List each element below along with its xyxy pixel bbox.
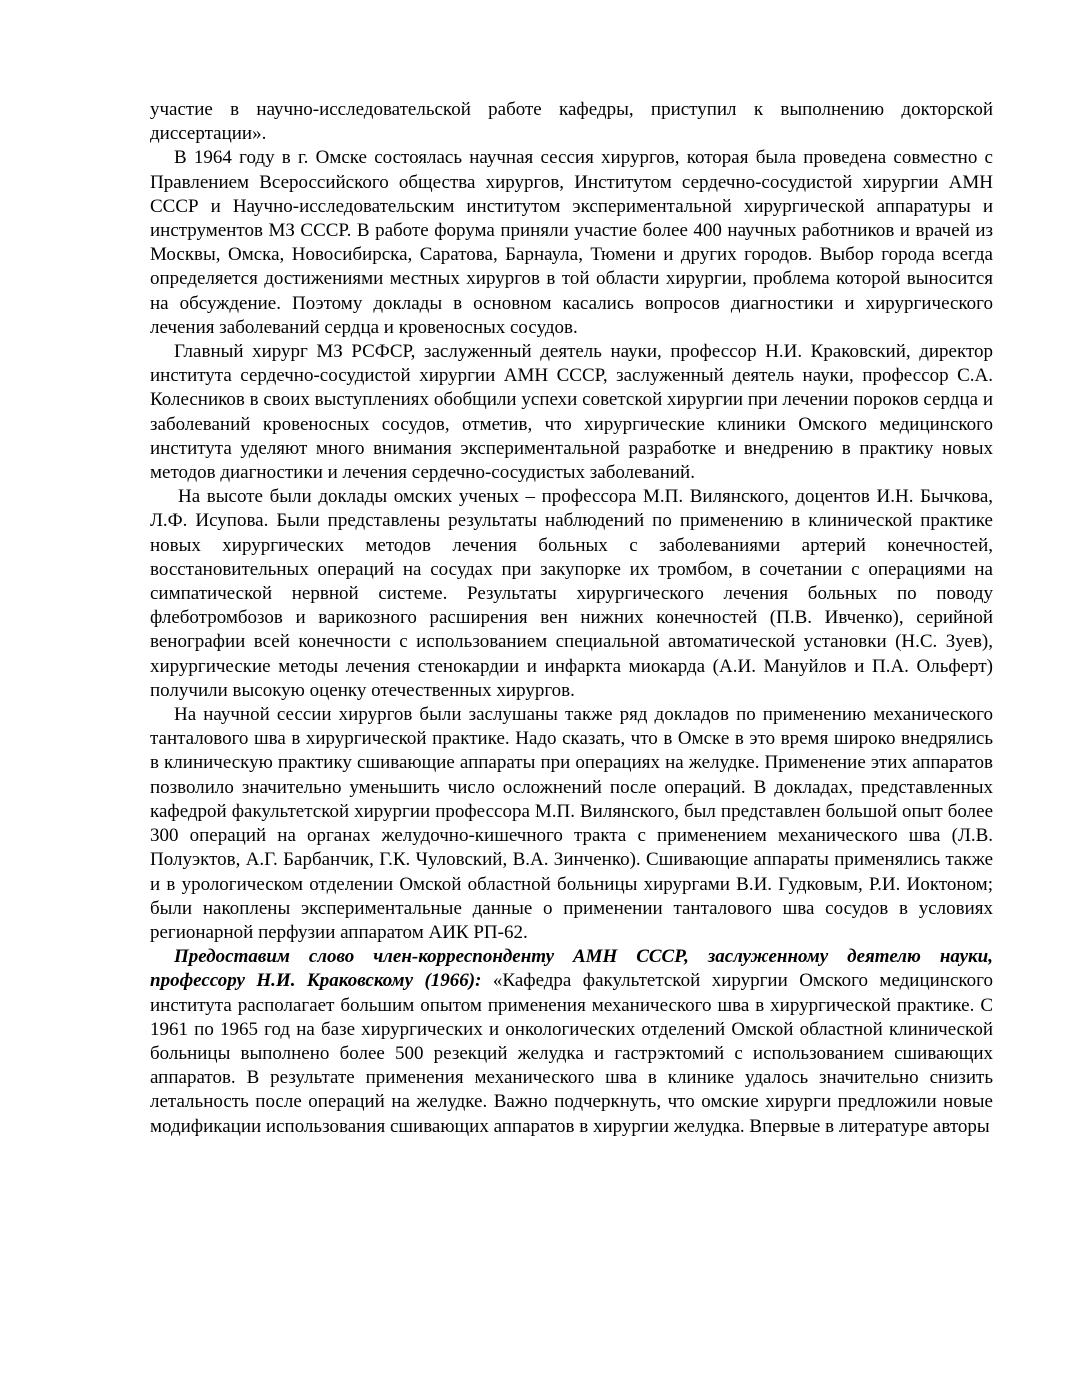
paragraph-chief-surgeon-speech: Главный хирург МЗ РСФСР, заслуженный деятель науки, профессор Н.И. Краковский, директор института сердечно-сосудистой хирургии АМН СССР, заслуженный деятель науки, профессор С.А. Колесников в своих выступлениях обобщили успехи советской хирургии при лечении пороков сердца и заболеваний кровеносных сосудов, отметив, что хирургические клиники Омского медицинского института уделяют много внимания экспериментальной разработке и внедрению в практику новых методов диагностики и лечения сердечно-сосудистых заболеваний. [150,341,993,484]
quote-lead-in: Предоставим слово член-корреспонденту АМН СССР, заслуженному деятелю науки, профессору Н.И. Краковскому (1966): [150,946,993,992]
document-page [150,98,993,1139]
paragraph-krakovsky-quote [150,945,993,1139]
paragraph-surgeons-session-1964: В 1964 году в г. Омске состоялась научная сессия хирургов, которая была проведена совместно с Правлением Всероссийского общества хирургов, Институтом сердечно-сосудистой хирургии АМН СССР и Научно-исследовательским институтом экспериментальной хирургической аппаратуры и инструментов МЗ СССР. В работе форума приняли участие более 400 научных работников и врачей из Москвы, Омска, Новосибирска, Саратова, Барнаула, Тюмени и других городов. Выбор города всегда определяется достижениями местных хирургов в той области хирургии, проблема которой выносится на обсуждение. Поэтому доклады в основном касались вопросов диагностики и хирургического лечения заболеваний сердца и кровеносных сосудов. [150,147,993,338]
paragraph-dissertation-continuation: участие в научно-исследовательской работе кафедры, приступил к выполнению докторской диссертации». [150,99,993,145]
quote-text: «Кафедра факультетской хирургии Омского медицинского института располагает большим опытом применения механического шва в хирургической практике. С 1961 по 1965 год на базе хирургических и онкологических отделений Омской областной клинической больницы выполнено более 500 резекций желудка и гастрэктомий с использованием сшивающих аппаратов. В результате применения механического шва в клинике удалось значительно снизить летальность после операций на желудке. Важно подчеркнуть, что омские хирурги предложили новые модификации использования сшивающих аппаратов в хирургии желудка. Впервые в литературе авторы [150,970,993,1137]
paragraph-omsk-scientists-reports: На высоте были доклады омских ученых – профессора М.П. Вилянского, доцентов И.Н. Бычкова, Л.Ф. Исупова. Были представлены результаты наблюдений по применению в клинической практике новых хирургических методов лечения больных с заболеваниями артерий конечностей, восстановительных операций на сосудах при закупорке их тромбом, в сочетании с операциями на симпатической нервной системе. Результаты хирургического лечения больных по поводу флеботромбозов и варикозного расширения вен нижних конечностей (П.В. Ивченко), серийной венографии всей конечности с использованием специальной автоматической установки (Н.С. Зуев), хирургические методы лечения стенокардии и инфаркта миокарда (А.И. Мануйлов и П.А. Ольферт) получили высокую оценку отечественных хирургов. [150,486,993,701]
paragraph-tantalum-suture-reports: На научной сессии хирургов были заслушаны также ряд докладов по применению механического танталового шва в хирургической практике. Надо сказать, что в Омске в это время широко внедрялись в клиническую практику сшивающие аппараты при операциях на желудке. Применение этих аппаратов позволило значительно уменьшить число осложнений после операций. В докладах, представленных кафедрой факультетской хирургии профессора М.П. Вилянского, был представлен большой опыт более 300 операций на органах желудочно-кишечного тракта с применением механического шва (Л.В. Полуэктов, А.Г. Барбанчик, Г.К. Чуловский, В.А. Зинченко). Сшивающие аппараты применялись также и в урологическом отделении Омской областной больницы хирургами В.И. Гудковым, Р.И. Иоктоном; были накоплены экспериментальные данные о применении танталового шва сосудов в условиях регионарной перфузии аппаратом АИК РП-62. [150,704,993,943]
